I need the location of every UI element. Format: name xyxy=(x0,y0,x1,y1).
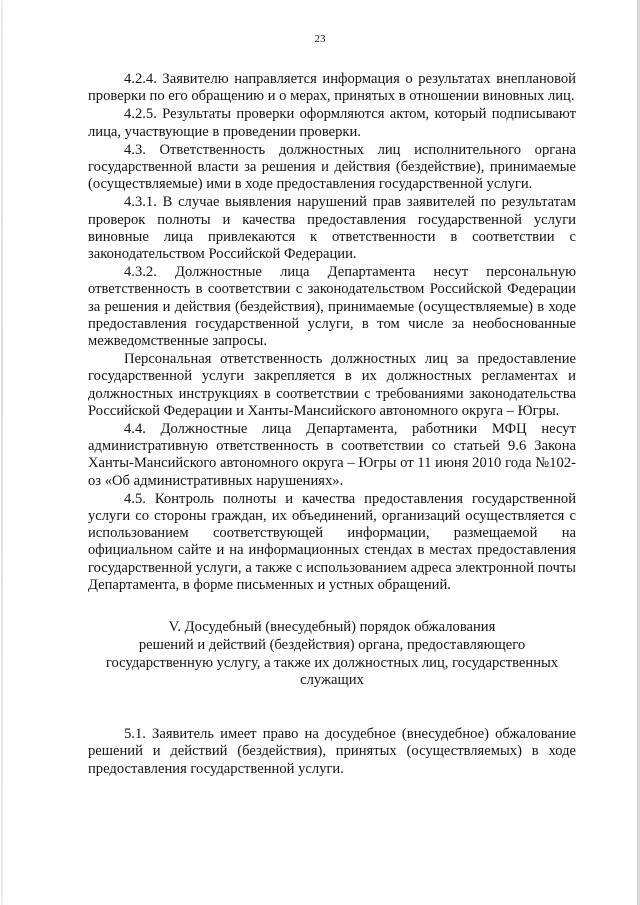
paragraph-personal-responsibility: Персональная ответственность должностных лиц за предоставление государственной услуги закрепляется в их должностных регламентах и должностных инструкциях в соответствии с требованиями законодательства Российской Федерации и Ханты-Мансийского автономного округа – Югры. xyxy=(88,351,576,419)
section-v-title xyxy=(88,619,576,690)
paragraph-4-2-4: 4.2.4. Заявителю направляется информация о результатах внеплановой проверки по его обращению и о мерах, принятых в отношении виновных лиц. xyxy=(88,71,576,105)
paragraph-4-4: 4.4. Должностные лица Департамента, работники МФЦ несут административную ответственность в соответствии со статьей 9.6 Закона Ханты-Мансийского автономного округа – Югры от 11 июня 2010 года №102-оз «Об административных нарушениях». xyxy=(88,421,576,489)
page-number: 23 xyxy=(314,33,326,45)
scan-edge-left xyxy=(1,0,3,905)
section-title-line: V. Досудебный (внесудебный) порядок обжалования xyxy=(168,619,496,636)
section-title-line: государственную услугу, а также их должностных лиц, государственных xyxy=(105,654,559,671)
paragraph-4-2-5: 4.2.5. Результаты проверки оформляются актом, который подписывают лица, участвующие в проведении проверки. xyxy=(88,106,576,140)
paragraph-4-3: 4.3. Ответственность должностных лиц исполнительного органа государственной власти за решения и действия (бездействие), принимаемые (осуществляемые) ими в ходе предоставления государственной услуги. xyxy=(88,141,576,193)
document-body xyxy=(88,71,576,778)
section-title-line: решений и действий (бездействия) органа, предоставляющего xyxy=(138,636,526,653)
paragraph-4-3-1: 4.3.1. В случае выявления нарушений прав заявителей по результатам проверок полноты и качества предоставления государственной услуги виновные лица привлекаются к ответственности в соответствии с законодательством Российской Федерации. xyxy=(88,194,576,263)
paragraph-5-1: 5.1. Заявитель имеет право на досудебное (внесудебное) обжалование решений и действий (бездействия), принятых (осуществляемых) в ходе предоставления государственной услуги. xyxy=(88,726,576,777)
paragraph-4-3-2: 4.3.2. Должностные лица Департамента несут персональную ответственность в соответствии с законодательством Российской Федерации за решения и действия (бездействия), принимаемые (осуществляемые) в ходе предоставления государственной услуги, в том числе за необоснованные межведомственные запросы. xyxy=(88,264,576,350)
paragraph-4-5: 4.5. Контроль полноты и качества предоставления государственной услуги со стороны граждан, их объединений, организаций осуществляется с использованием соответствующей информации, размещаемой на официальном сайте и на информационных стендах в местах предоставления государственной услуги, а также с использованием адреса электронной почты Департамента, в форме письменных и устных обращений. xyxy=(88,490,576,593)
section-title-line: служащих xyxy=(300,672,364,689)
